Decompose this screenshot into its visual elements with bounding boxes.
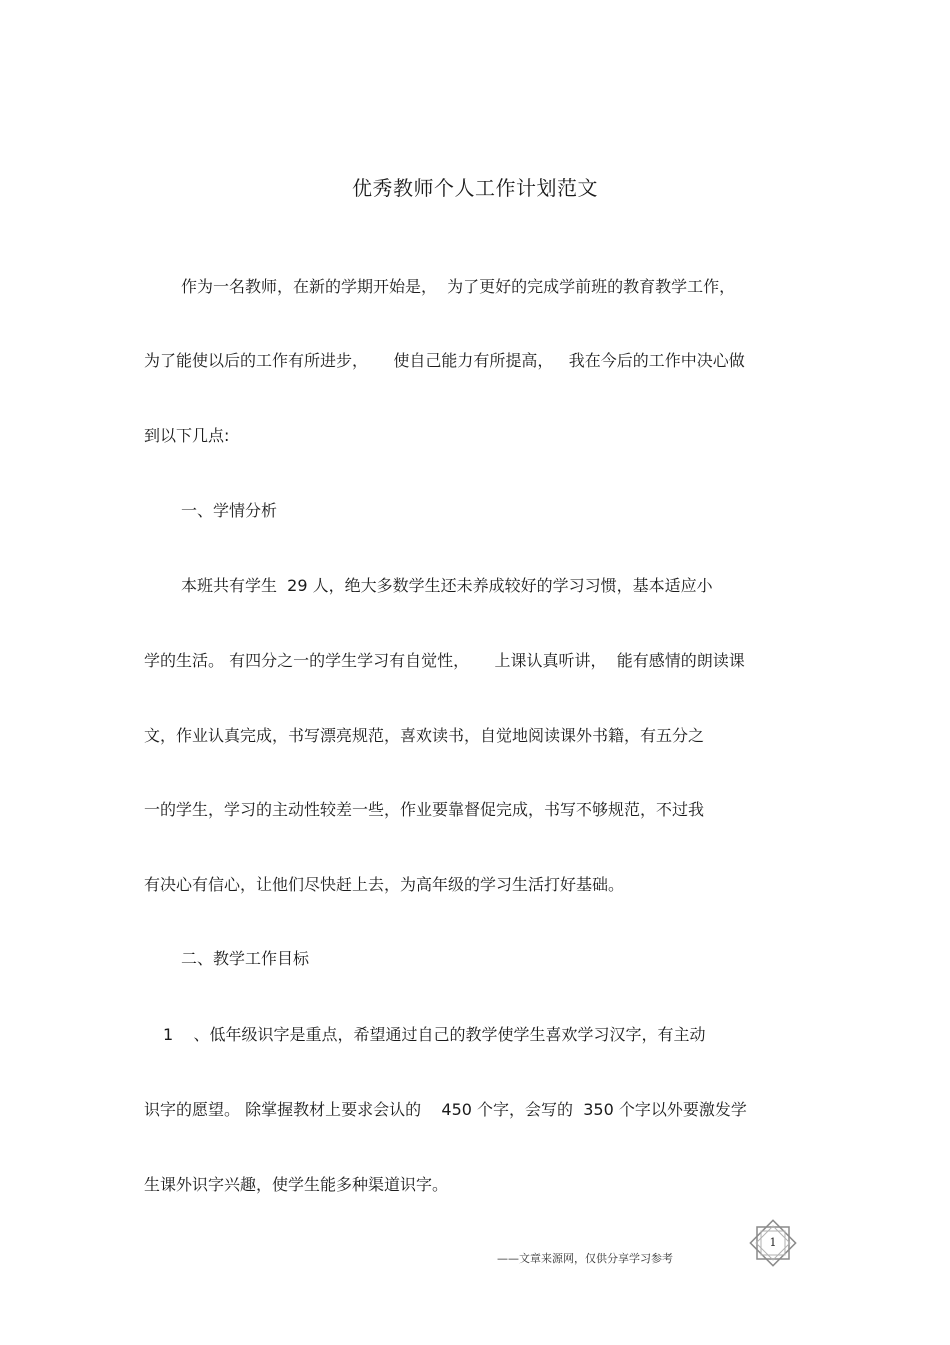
paragraph-line: 到以下几点: <box>144 426 230 445</box>
paragraph-line: 作为一名教师，在新的学期开始是， 为了更好的完成学前班的教育教学工作， <box>181 277 736 296</box>
paragraph-line: 一的学生，学习的主动性较差一些，作业要靠督促完成，书写不够规范，不过我 <box>144 800 705 819</box>
page-number-badge <box>749 1219 797 1267</box>
paragraph-line: 生课外识字兴趣，使学生能多种渠道识字。 <box>144 1175 449 1194</box>
paragraph-line: 1 、低年级识字是重点，希望通过自己的教学使学生喜欢学习汉字，有主动 <box>163 1025 706 1044</box>
paragraph-line: 识字的愿望。 除掌握教材上要求会认的 450 个字，会写的 350 个字以外要激发学 <box>144 1100 747 1119</box>
paragraph-line: 文，作业认真完成，书写漂亮规范，喜欢读书，自觉地阅读课外书籍，有五分之 <box>144 726 705 745</box>
paragraph-line: 为了能使以后的工作有所进步， 使自己能力有所提高， 我在今后的工作中决心做 <box>144 351 745 370</box>
paragraph-line: 学的生活。 有四分之一的学生学习有自觉性， 上课认真听讲， 能有感情的朗读课 <box>144 651 745 670</box>
paragraph-line: 有决心有信心，让他们尽快赶上去，为高年级的学习生活打好基础。 <box>144 875 625 894</box>
paragraph-line: 本班共有学生 29 人，绝大多数学生还未养成较好的学习习惯，基本适应小 <box>181 576 713 595</box>
section-heading: 二、教学工作目标 <box>181 949 310 968</box>
page-number: 1 <box>769 1236 777 1249</box>
footer-source-note: ——文章来源网，仅供分享学习参考 <box>497 1252 673 1265</box>
section-heading: 一、学情分析 <box>181 501 278 520</box>
page-title: 优秀教师个人工作计划范文 <box>352 176 598 200</box>
